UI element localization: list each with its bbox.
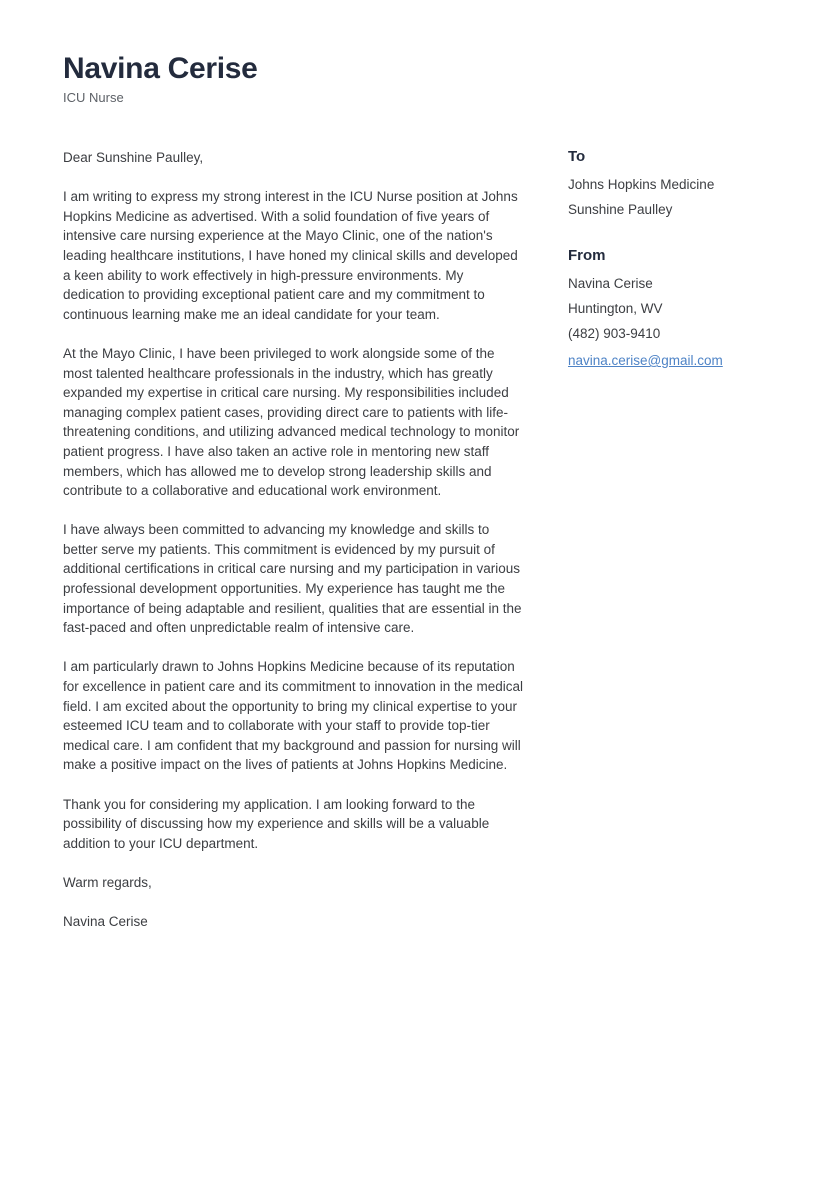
salutation: Dear Sunshine Paulley, <box>63 150 204 165</box>
letter-paragraph: I am particularly drawn to Johns Hopkins Medicine because of its reputation for excellence in patient care and its commitment to innovation in the medical field. I am excited about the opportunity to bring my clinical expertise to your esteemed ICU team and to collaborate with your staff to provide top-tier medical care. I am confident that my background and passion for nursing will make a positive impact on the lives of patients at Johns Hopkins Medicine. <box>63 659 523 773</box>
letter-paragraph: I am writing to express my strong interest in the ICU Nurse position at Johns Hopkins Medicine as advertised. With a solid foundation of five years of intensive care nursing experience at the Mayo Clinic, one of the nation's leading healthcare institutions, I have honed my clinical skills and developed a keen ability to work effectively in high-pressure environments. My dedication to providing exceptional patient care and my commitment to continuous learning make me an ideal candidate for your team. <box>63 189 518 322</box>
sender-name: Navina Cerise <box>568 276 653 291</box>
job-title: ICU Nurse <box>63 90 124 105</box>
sender-location: Huntington, WV <box>568 301 663 316</box>
letter-paragraph: At the Mayo Clinic, I have been privileged to work alongside some of the most talented healthcare professionals in the industry, which has greatly expanded my expertise in critical care nursing. My responsibilities included managing complex patient cases, providing direct care to patients with life-threatening conditions, and utilizing advanced medical technology to monitor patient progress. I have also taken an active role in mentoring new staff members, which has allowed me to develop strong leadership skills and contribute to a collaborative and educational work environment. <box>63 345 520 499</box>
header <box>63 52 258 105</box>
recipient-name: Sunshine Paulley <box>568 202 673 217</box>
sender-email-link[interactable]: navina.cerise@gmail.com <box>568 353 723 368</box>
sender-phone: (482) 903-9410 <box>568 326 661 341</box>
recipient-company: Johns Hopkins Medicine <box>568 177 715 192</box>
to-section <box>568 148 808 217</box>
page-title: Navina Cerise <box>63 52 258 85</box>
from-heading: From <box>568 247 606 264</box>
from-section <box>568 247 808 370</box>
sidebar <box>568 148 808 370</box>
to-heading: To <box>568 148 586 165</box>
closing: Warm regards, <box>63 874 152 890</box>
signature: Navina Cerise <box>63 914 148 930</box>
letter-paragraph: Thank you for considering my application. I am looking forward to the possibility of discussing how my experience and skills will be a valuable addition to your ICU department. <box>63 796 490 851</box>
letter-body <box>63 148 527 932</box>
letter-paragraph: I have always been committed to advancing my knowledge and skills to better serve my patients. This commitment is evidenced by my pursuit of additional certifications in critical care nursing and my participation in various professional development opportunities. My experience has taught me the importance of being adaptable and resilient, qualities that are essential in the fast-paced and often unpredictable realm of intensive care. <box>63 522 522 636</box>
